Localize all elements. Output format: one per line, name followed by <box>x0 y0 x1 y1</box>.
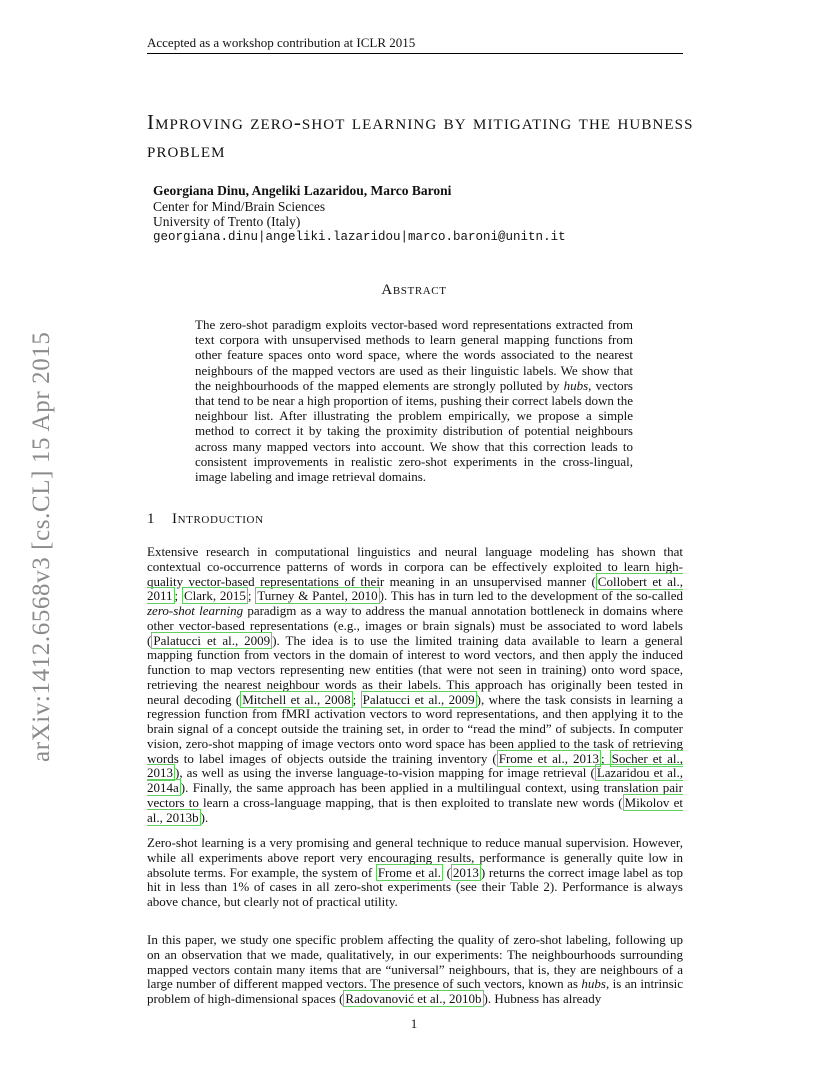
intro-paragraph-2: Zero-shot learning is a very promising and general technique to reduce manual supervision. However, while all experiments above report very encouraging results, performance is generally quite low in absolute terms. For example, the system of Frome et al. ( 2013 ) returns the correct image label as top hit in less than 1% of cases in all zero-shot experiments (see their Table 2). Performance is always above chance, but clearly not of practical utility. <box>147 835 683 909</box>
page-number: 1 <box>410 1016 418 1031</box>
citation-link[interactable]: Radovanović et al., 2010b <box>345 991 482 1006</box>
citation-link[interactable]: Clark, 2015 <box>183 588 246 604</box>
term-zero-shot-learning: zero-shot learning <box>147 603 244 618</box>
citation-link[interactable]: Mitchell et al., 2008 <box>242 691 351 707</box>
term-hubs: hubs <box>563 377 589 393</box>
author-email: georgiana.dinu|angeliki.lazaridou|marco.baroni@unitn.it <box>153 229 566 244</box>
intro-paragraph-3: In this paper, we study one specific problem affecting the quality of zero-shot labeling, following up on an observation that we made, qualitatively, in our experiments: The neighbourhoods surrounding mapped vectors contain many items that are “universal” neighbours, that is, they are neighbours of a large number of different mapped vectors. The presence of such vectors, known as hubs, is an intrinsic problem of high-dimensional spaces ( Radovanović et al., 2010b ). Hubness has already <box>147 932 684 1006</box>
abstract-text: The zero-shot paradigm exploits vector-based word representations extracted from text corpora with unsupervised methods to learn general mapping functions from other feature spaces onto word space, where the words associated to the nearest neighbours of the mapped vectors are used as their linguistic labels. We show that the neighbourhoods of the mapped elements are strongly polluted by hubs, vectors that tend to be near a high proportion of items, pushing their correct labels down the neighbour list. After illustrating the problem empirically, we propose a simple method to correct it by taking the proximity distribution of potential neighbours across many mapped vectors into account. We show that this correction leads to consistent improvements in realistic zero-shot experiments in the cross-lingual, image labeling and image retrieval domains. <box>195 317 633 485</box>
citation-link[interactable]: Palatucci et al., 2009 <box>153 632 271 648</box>
section-heading-introduction <box>147 511 264 528</box>
arxiv-identifier: arXiv:1412.6568v3 [cs.CL] 15 Apr 2015 <box>28 331 55 762</box>
author-affiliation: Center for Mind/Brain Sciences <box>153 198 326 214</box>
term-hubs: hubs <box>581 976 606 992</box>
citation-link[interactable]: Socher et al., 2013 <box>147 750 683 781</box>
header-rule <box>147 53 683 54</box>
intro-paragraph-1: Extensive research in computational linguistics and neural language modeling has shown that contextual co-occurrence patterns of words in corpora can be effectively exploited to learn high-quality vector-based representations of their meaning in an unsupervised manner ( Collobert et al., 2011 ; Clark, 2015 ; Turney & Pantel, 2010 ). This has in turn led to the development of the so-called zero-shot learning paradigm as a way to address the manual annotation bottleneck in domains where other vector-based representations (e.g., images or brain signals) must be associated to word labels ( Palatucci et al., 2009 ). The idea is to use the limited training data available to learn a general mapping function from vectors in the domain of interest to word vectors, and then apply the induced function to map vectors representing new entities (that were not seen in training) onto word space, retrieving the nearest neighbour words as their labels. This approach has originally been tested in neural decoding ( Mitchell et al., 2008 ; Palatucci et al., 2009 ), where the task consists in learning a regression function from fMRI activation vectors to word representations, and then applying it to the brain signal of a concept outside the training set, in order to “read the mind” of subjects. In computer vision, zero-shot mapping of image vectors onto word space has been applied to the task of retrieving words to label images of objects outside the training inventory ( Frome et al., 2013 ; Socher et al., 2013 ), as well as using the inverse language-to-vision mapping for image retrieval ( Lazaridou et al., 2014a ). Finally, the same approach has been applied in a multilingual context, using translation pair vectors to learn a cross-language mapping, that is then exploited to translate new words ( Mikolov et al., 2013b ). <box>147 544 683 825</box>
citation-link[interactable]: Frome et al., 2013 <box>498 750 599 766</box>
paper-title: Improving zero-shot learning by mitigating the hubness problem <box>147 110 694 162</box>
citation-link[interactable]: Frome et al. <box>377 864 441 880</box>
author-names: Georgiana Dinu, Angeliki Lazaridou, Marco Baroni <box>153 183 452 198</box>
section-title: Introduction <box>172 511 264 527</box>
citation-link[interactable]: Lazaridou et al., 2014a <box>147 765 683 795</box>
venue-header: Accepted as a workshop contribution at ICLR 2015 <box>147 35 416 50</box>
author-university: University of Trento (Italy) <box>153 214 301 229</box>
citation-link[interactable]: Turney & Pantel, 2010 <box>257 588 378 604</box>
citation-link[interactable]: Palatucci et al., 2009 <box>362 691 475 707</box>
citation-link[interactable]: Collobert et al., 2011 <box>147 573 683 604</box>
abstract-heading: Abstract <box>381 282 447 298</box>
author-block <box>153 183 566 245</box>
section-number: 1 <box>147 511 156 527</box>
citation-link[interactable]: Mikolov et al., 2013b <box>147 794 683 825</box>
citation-link[interactable]: 2013 <box>452 864 479 880</box>
